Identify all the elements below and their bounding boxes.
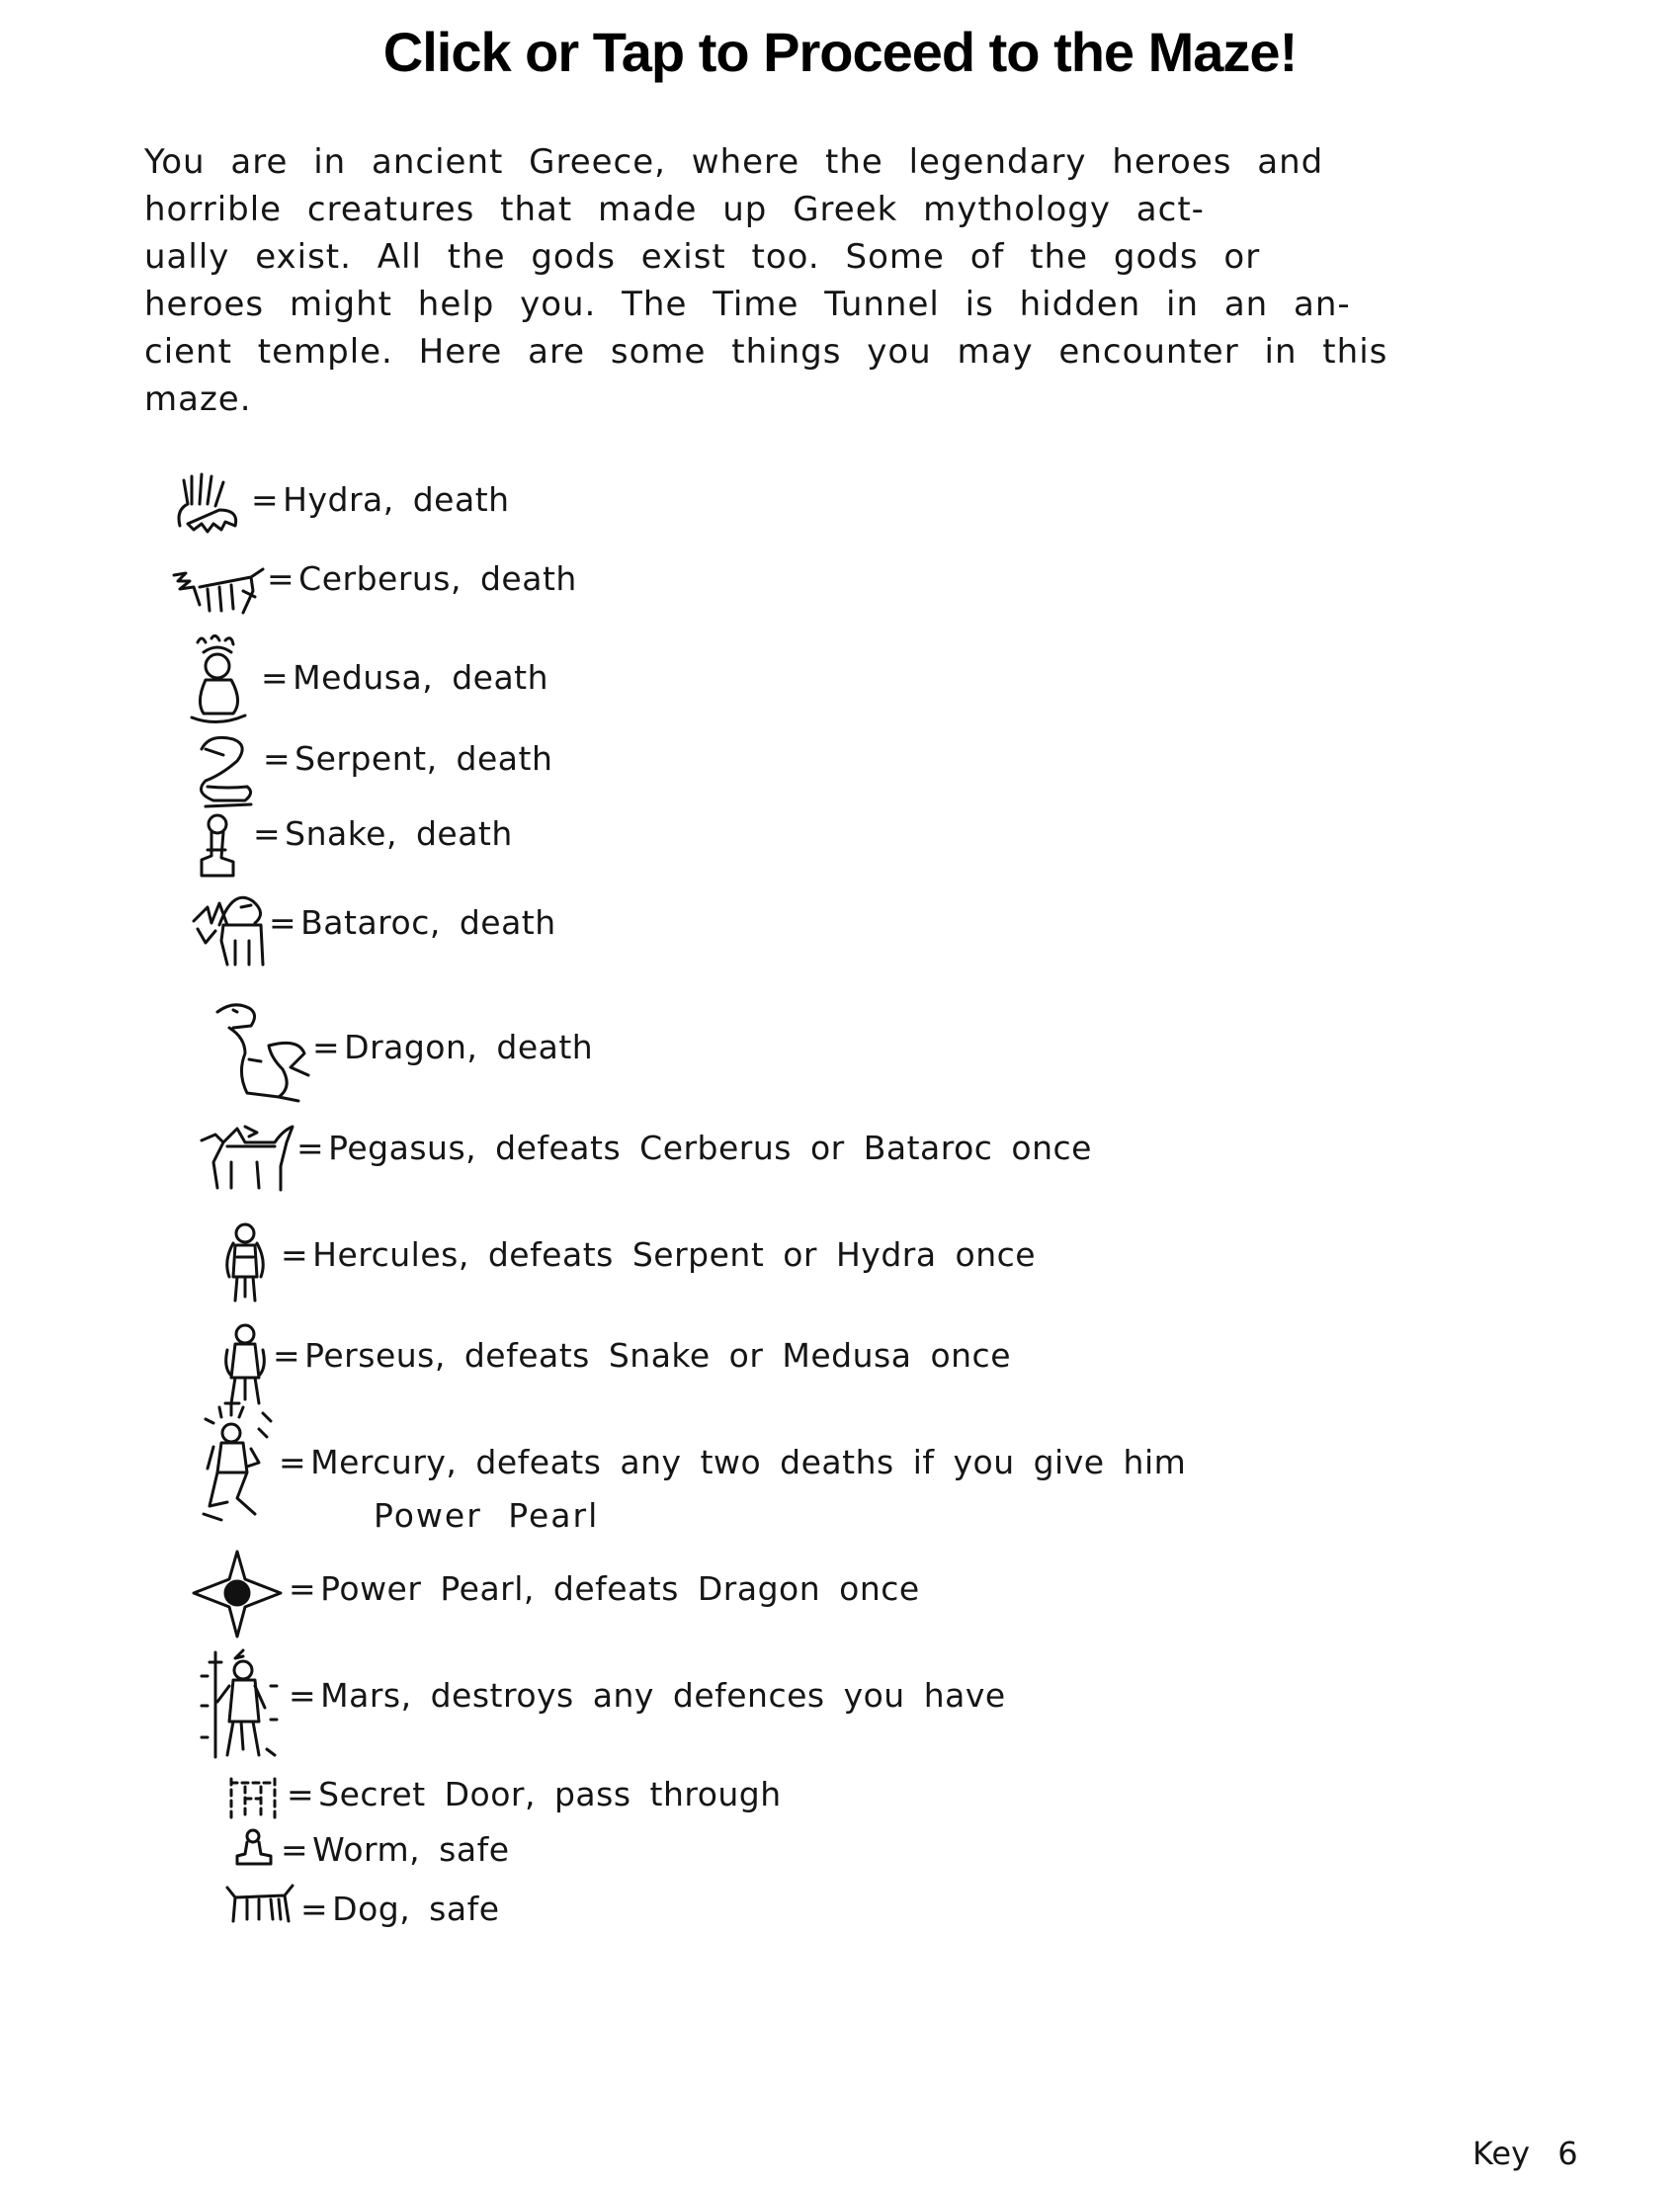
key-entry-snake: = Snake, death [253,814,513,853]
intro-line: maze. [144,379,252,419]
cerberus-icon [170,561,269,619]
entry-text: Worm, safe [312,1830,510,1869]
key-entry-medusa: = Medusa, death [261,658,549,697]
entry-text: Hydra, death [283,480,510,519]
pegasus-icon [198,1123,296,1194]
hercules-icon [219,1221,271,1304]
entry-text: Serpent, death [294,739,553,778]
entry-text: Cerberus, death [298,559,577,598]
power-pearl-icon [188,1550,287,1639]
key-entry-cerberus: = Cerberus, death [267,559,577,598]
intro-line: heroes might help you. The Time Tunnel is hidden in an an- [144,285,1351,324]
mars-icon [198,1646,281,1765]
mercury-icon [198,1403,277,1526]
key-entry-power-pearl: = Power Pearl, defeats Dragon once [289,1569,920,1608]
intro-line: ually exist. All the gods exist too. Some of the gods or [144,237,1261,277]
entry-text: Dog, safe [332,1890,500,1928]
snake-icon [198,810,237,882]
intro-paragraph [144,138,1518,423]
entry-text: Power Pearl, defeats Dragon once [320,1569,920,1608]
page-label: Key 6 [1472,2135,1578,2172]
perseus-icon [219,1320,271,1407]
intro-line: cient temple. Here are some things you may encounter in this [144,332,1388,372]
intro-line: You are in ancient Greece, where the legendary heroes and [144,142,1324,182]
dragon-icon [210,998,318,1107]
key-entry-mercury-continuation: Power Pearl [374,1496,600,1535]
secret-door-icon [225,1775,281,1824]
proceed-to-maze-link[interactable]: Click or Tap to Proceed to the Maze! [382,21,1298,83]
key-entry-dog: = Dog, safe [300,1890,500,1928]
hydra-icon [170,470,249,536]
serpent-icon [190,731,259,810]
dog-icon [223,1882,296,1925]
entry-text: Mars, destroys any defences you have [320,1676,1006,1715]
key-entry-mars: = Mars, destroys any defences you have [289,1676,1006,1715]
entry-text: Mercury, defeats any two deaths if you give him [310,1443,1187,1481]
entry-text: Snake, death [285,814,513,853]
intro-line: horrible creatures that made up Greek mythology act- [144,190,1205,229]
key-entry-hydra: = Hydra, death [251,480,510,519]
key-entry-dragon: = Dragon, death [312,1028,594,1066]
entry-text: Hercules, defeats Serpent or Hydra once [312,1235,1037,1274]
entry-text: Secret Door, pass through [318,1775,782,1813]
key-entry-secret-door: = Secret Door, pass through [287,1775,782,1813]
key-entry-worm: = Worm, safe [281,1830,510,1869]
entry-text: Perseus, defeats Snake or Medusa once [304,1336,1011,1375]
key-entry-mercury: = Mercury, defeats any two deaths if you give him [279,1443,1187,1481]
entry-text: Pegasus, defeats Cerberus or Bataroc once [328,1129,1092,1167]
worm-icon [233,1826,275,1868]
key-entry-perseus: = Perseus, defeats Snake or Medusa once [273,1336,1011,1375]
entry-text: Medusa, death [293,658,549,697]
key-entry-serpent: = Serpent, death [263,739,553,778]
entry-text: Bataroc, death [300,903,556,942]
key-entry-pegasus: = Pegasus, defeats Cerberus or Bataroc once [296,1129,1092,1167]
key-entry-bataroc: = Bataroc, death [269,903,556,942]
entry-text: Dragon, death [344,1028,594,1066]
key-entry-hercules: = Hercules, defeats Serpent or Hydra once [281,1235,1037,1274]
bataroc-icon [190,885,279,970]
medusa-icon [184,632,251,727]
